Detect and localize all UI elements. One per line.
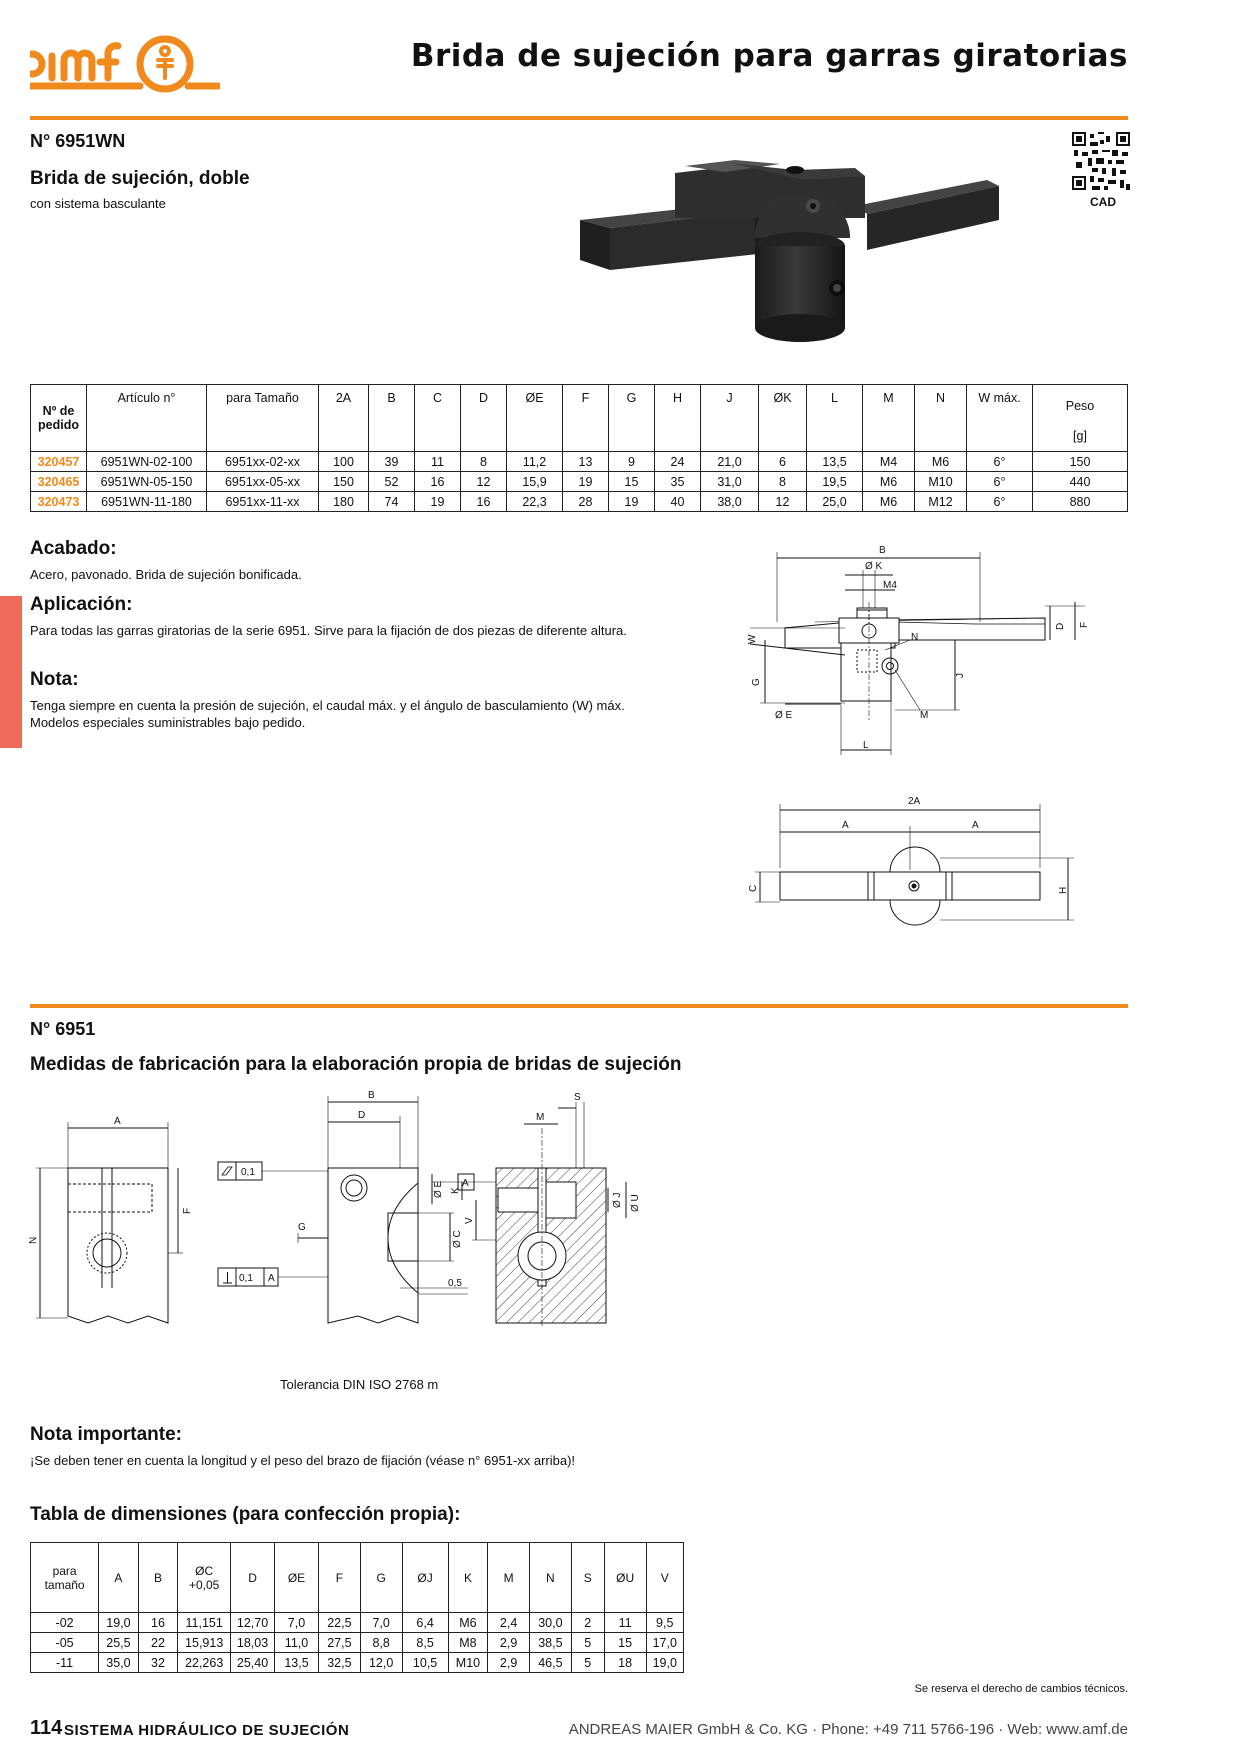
- table-cell: 25,40: [231, 1653, 275, 1673]
- acabado-title: Acabado:: [30, 538, 117, 559]
- table-cell: 9,5: [646, 1613, 684, 1633]
- table-cell: 6951xx-11-xx: [207, 492, 319, 512]
- dim-l-label: L: [863, 740, 869, 751]
- table-cell: 21,0: [701, 452, 759, 472]
- footer-system: SISTEMA HIDRÁULICO DE SUJECIÓN: [64, 1722, 350, 1739]
- product-desc: con sistema basculante: [30, 196, 166, 211]
- table-cell: 2,9: [488, 1653, 530, 1673]
- table-cell: 19,5: [807, 472, 863, 492]
- table-cell: 40: [655, 492, 701, 512]
- dim-m4-label: M4: [883, 580, 897, 591]
- table-cell: 31,0: [701, 472, 759, 492]
- table-row: [31, 1613, 684, 1633]
- table-cell: 12: [461, 472, 507, 492]
- table-header: ØC +0,05: [178, 1543, 231, 1613]
- table-cell: M10: [448, 1653, 488, 1673]
- table-header: ØE: [275, 1543, 319, 1613]
- side-view-drawing: [745, 540, 1130, 780]
- qr-code[interactable]: [1072, 132, 1130, 190]
- table-cell: 13: [563, 452, 609, 472]
- col-article: Artículo n°: [87, 385, 207, 452]
- d3-flatness-label: 0,1: [241, 1167, 255, 1178]
- dim-a-right-label: A: [972, 820, 979, 831]
- col-g: G: [609, 385, 655, 452]
- weight-unit: [g]: [1073, 429, 1087, 443]
- table-cell: 6951xx-02-xx: [207, 452, 319, 472]
- table-cell: 19: [563, 472, 609, 492]
- col-m: M: [863, 385, 915, 452]
- table2-title: Tabla de dimensiones (para confección propia):: [30, 1504, 461, 1525]
- col-c: C: [415, 385, 461, 452]
- dim-e-label: Ø E: [775, 710, 793, 721]
- table-cell: 19: [415, 492, 461, 512]
- dim-m-label: M: [920, 710, 929, 721]
- table-cell: 11,2: [507, 452, 563, 472]
- d3-c-label: Ø C: [452, 1230, 463, 1248]
- table-cell: 6,4: [402, 1613, 448, 1633]
- table-cell: -05: [31, 1633, 99, 1653]
- rights-note: Se reserva el derecho de cambios técnicos.: [914, 1683, 1128, 1695]
- table-cell: 15: [604, 1633, 646, 1653]
- d3-m-label: M: [536, 1112, 545, 1123]
- side-tab: [0, 596, 22, 748]
- table-cell: 6951WN-02-100: [87, 452, 207, 472]
- d3-d-label: D: [358, 1110, 366, 1121]
- order-number-link[interactable]: 320457: [31, 452, 87, 472]
- table-cell: 8: [759, 472, 807, 492]
- table-cell: 32: [138, 1653, 178, 1673]
- table-header: ØJ: [402, 1543, 448, 1613]
- d3-n-label: N: [28, 1236, 39, 1244]
- table-cell: 52: [369, 472, 415, 492]
- table-cell: 180: [319, 492, 369, 512]
- table-cell: 15: [609, 472, 655, 492]
- table-cell: 46,5: [530, 1653, 572, 1673]
- table-header: N: [530, 1543, 572, 1613]
- table-cell: 2,9: [488, 1633, 530, 1653]
- table-cell: 32,5: [318, 1653, 360, 1673]
- table-cell: 22,263: [178, 1653, 231, 1673]
- d3-g-label: G: [298, 1222, 306, 1233]
- table-cell: 11,151: [178, 1613, 231, 1633]
- table-cell: 15,913: [178, 1633, 231, 1653]
- footer-company: ANDREAS MAIER GmbH & Co. KG · Phone: +49 711 5766-196 · Web: www.amf.de: [568, 1721, 1128, 1738]
- col-f: F: [563, 385, 609, 452]
- table-header: V: [646, 1543, 684, 1613]
- dim-a-left-label: A: [842, 820, 849, 831]
- d3-perp-label: 0,1: [239, 1273, 253, 1284]
- table-cell: 17,0: [646, 1633, 684, 1653]
- table-cell: 13,5: [275, 1653, 319, 1673]
- col-h: H: [655, 385, 701, 452]
- col-2a: 2A: [319, 385, 369, 452]
- manufacturing-drawing: [28, 1088, 708, 1348]
- table-cell: 150: [1033, 452, 1128, 472]
- table-cell: 5: [571, 1653, 604, 1673]
- table-cell: 150: [319, 472, 369, 492]
- dim-j-label: J: [955, 673, 966, 678]
- table-cell: 11: [415, 452, 461, 472]
- table-cell: -11: [31, 1653, 99, 1673]
- table-cell: 12: [759, 492, 807, 512]
- table-cell: 7,0: [275, 1613, 319, 1633]
- table-cell: 16: [138, 1613, 178, 1633]
- table-cell: 18: [604, 1653, 646, 1673]
- table-header: K: [448, 1543, 488, 1613]
- aplicacion-title: Aplicación:: [30, 594, 133, 615]
- d3-datum-label: A: [268, 1273, 275, 1284]
- dim-h-label: H: [1058, 886, 1069, 894]
- col-j: J: [701, 385, 759, 452]
- section2-title: Medidas de fabricación para la elaboración propia de bridas de sujeción: [30, 1054, 682, 1075]
- table-cell: 2,4: [488, 1613, 530, 1633]
- table-cell: 22: [138, 1633, 178, 1653]
- table-cell: M6: [448, 1613, 488, 1633]
- d3-u-label: Ø U: [630, 1194, 641, 1212]
- d3-k-label: K: [450, 1187, 461, 1194]
- dimensions-table: [30, 1542, 684, 1673]
- table-cell: 8,5: [402, 1633, 448, 1653]
- table-cell: -02: [31, 1613, 99, 1633]
- amf-logo: [30, 34, 220, 94]
- table-cell: 18,03: [231, 1633, 275, 1653]
- table-row: [31, 492, 1128, 512]
- top-view-drawing: [740, 790, 1125, 940]
- article-table: [30, 384, 1128, 512]
- col-e: ØE: [507, 385, 563, 452]
- table-cell: 6°: [967, 492, 1033, 512]
- col-d: D: [461, 385, 507, 452]
- dim-w-label: W: [747, 634, 758, 644]
- table-header: para tamaño: [31, 1543, 99, 1613]
- table-header: M: [488, 1543, 530, 1613]
- nota-text: Tenga siempre en cuenta la presión de sujeción, el caudal máx. y el ángulo de basculamiento (W) máx. Modelos especiales suministrables bajo pedido.: [30, 698, 625, 730]
- table-cell: 25,0: [807, 492, 863, 512]
- header-rule: [30, 116, 1128, 120]
- table-cell: 11: [604, 1613, 646, 1633]
- table-cell: 19: [609, 492, 655, 512]
- col-order: Nº de pedido: [31, 385, 87, 452]
- table-cell: M12: [915, 492, 967, 512]
- table-cell: 6951xx-05-xx: [207, 472, 319, 492]
- table-cell: 16: [415, 472, 461, 492]
- table-row: [31, 1653, 684, 1673]
- table-cell: 30,0: [530, 1613, 572, 1633]
- table-cell: 38,0: [701, 492, 759, 512]
- tolerance-note: Tolerancia DIN ISO 2768 m: [280, 1377, 439, 1392]
- section2-rule: [30, 1004, 1128, 1008]
- order-number-link[interactable]: 320473: [31, 492, 87, 512]
- d3-j-label: Ø J: [612, 1192, 623, 1208]
- table-header: G: [360, 1543, 402, 1613]
- table-cell: 35,0: [99, 1653, 139, 1673]
- aplicacion-text: Para todas las garras giratorias de la serie 6951. Sirve para la fijación de dos piezas de diferente altura.: [30, 623, 627, 638]
- table-cell: M8: [448, 1633, 488, 1653]
- page-title: Brida de sujeción para garras giratorias: [410, 38, 1128, 74]
- col-b: B: [369, 385, 415, 452]
- table-cell: 440: [1033, 472, 1128, 492]
- dim-b-label: B: [879, 545, 886, 556]
- product-image: [575, 158, 1005, 348]
- cad-label[interactable]: CAD: [1090, 195, 1116, 209]
- table-row: [31, 472, 1128, 492]
- d3-datum-a-label: A: [462, 1178, 469, 1189]
- table-cell: 8,8: [360, 1633, 402, 1653]
- table-cell: 27,5: [318, 1633, 360, 1653]
- table-cell: M6: [863, 492, 915, 512]
- d3-v-label: V: [464, 1217, 475, 1224]
- table-cell: 24: [655, 452, 701, 472]
- table-cell: 9: [609, 452, 655, 472]
- table-header: B: [138, 1543, 178, 1613]
- table-cell: 38,5: [530, 1633, 572, 1653]
- table-cell: M4: [863, 452, 915, 472]
- dim-d-label: D: [1055, 622, 1066, 630]
- d3-a-label: A: [114, 1116, 121, 1127]
- col-k: ØK: [759, 385, 807, 452]
- table-cell: 28: [563, 492, 609, 512]
- table-cell: 39: [369, 452, 415, 472]
- d3-s-label: S: [574, 1092, 581, 1103]
- d3-e-label: Ø E: [433, 1180, 444, 1198]
- table-cell: 100: [319, 452, 369, 472]
- table-cell: 10,5: [402, 1653, 448, 1673]
- table-cell: 22,3: [507, 492, 563, 512]
- table-cell: 12,70: [231, 1613, 275, 1633]
- product-name: Brida de sujeción, doble: [30, 168, 250, 189]
- d3-f-label: F: [182, 1207, 193, 1214]
- page-number: 114: [30, 1717, 63, 1739]
- table-cell: 6°: [967, 452, 1033, 472]
- table-cell: 12,0: [360, 1653, 402, 1673]
- table-cell: 35: [655, 472, 701, 492]
- col-l: L: [807, 385, 863, 452]
- dim-c-label: C: [748, 884, 759, 892]
- table-cell: 2: [571, 1613, 604, 1633]
- table-cell: 19,0: [99, 1613, 139, 1633]
- table-cell: 6: [759, 452, 807, 472]
- dim-k-label: Ø K: [865, 561, 883, 572]
- table-header: F: [318, 1543, 360, 1613]
- table-cell: 15,9: [507, 472, 563, 492]
- table-cell: 7,0: [360, 1613, 402, 1633]
- acabado-text: Acero, pavonado. Brida de sujeción bonificada.: [30, 567, 302, 582]
- table-header: A: [99, 1543, 139, 1613]
- table-cell: 6951WN-05-150: [87, 472, 207, 492]
- dim-f-label: F: [1079, 621, 1090, 628]
- dim-n-label: N: [911, 632, 919, 643]
- nota-importante-text: ¡Se deben tener en cuenta la longitud y el peso del brazo de fijación (véase n° 6951-xx arriba)!: [30, 1453, 576, 1468]
- col-weight: [1033, 385, 1128, 452]
- col-n: N: [915, 385, 967, 452]
- dim-g-label: G: [751, 678, 762, 686]
- table-cell: 74: [369, 492, 415, 512]
- product-number: N° 6951WN: [30, 131, 126, 151]
- table-cell: 11,0: [275, 1633, 319, 1653]
- d3-offset-label: 0,5: [448, 1278, 462, 1289]
- table-row: [31, 452, 1128, 472]
- table-cell: M6: [863, 472, 915, 492]
- table-cell: 880: [1033, 492, 1128, 512]
- table-row: [31, 1633, 684, 1653]
- dim-2a-label: 2A: [908, 796, 921, 807]
- order-number-link[interactable]: 320465: [31, 472, 87, 492]
- table-cell: 5: [571, 1633, 604, 1653]
- col-size: para Tamaño: [207, 385, 319, 452]
- table-cell: M10: [915, 472, 967, 492]
- col-w: W máx.: [967, 385, 1033, 452]
- table-cell: 16: [461, 492, 507, 512]
- table-cell: 6°: [967, 472, 1033, 492]
- d3-b-label: B: [368, 1090, 375, 1101]
- weight-label: Peso: [1065, 399, 1095, 413]
- table-header: D: [231, 1543, 275, 1613]
- table-cell: M6: [915, 452, 967, 472]
- section2-number: N° 6951: [30, 1019, 96, 1039]
- nota-title: Nota:: [30, 669, 79, 690]
- table-header: ØU: [604, 1543, 646, 1613]
- nota-importante-title: Nota importante:: [30, 1424, 182, 1445]
- table-cell: 6951WN-11-180: [87, 492, 207, 512]
- table-header: S: [571, 1543, 604, 1613]
- table-cell: 22,5: [318, 1613, 360, 1633]
- table-cell: 25,5: [99, 1633, 139, 1653]
- table-cell: 19,0: [646, 1653, 684, 1673]
- table-cell: 8: [461, 452, 507, 472]
- table-cell: 13,5: [807, 452, 863, 472]
